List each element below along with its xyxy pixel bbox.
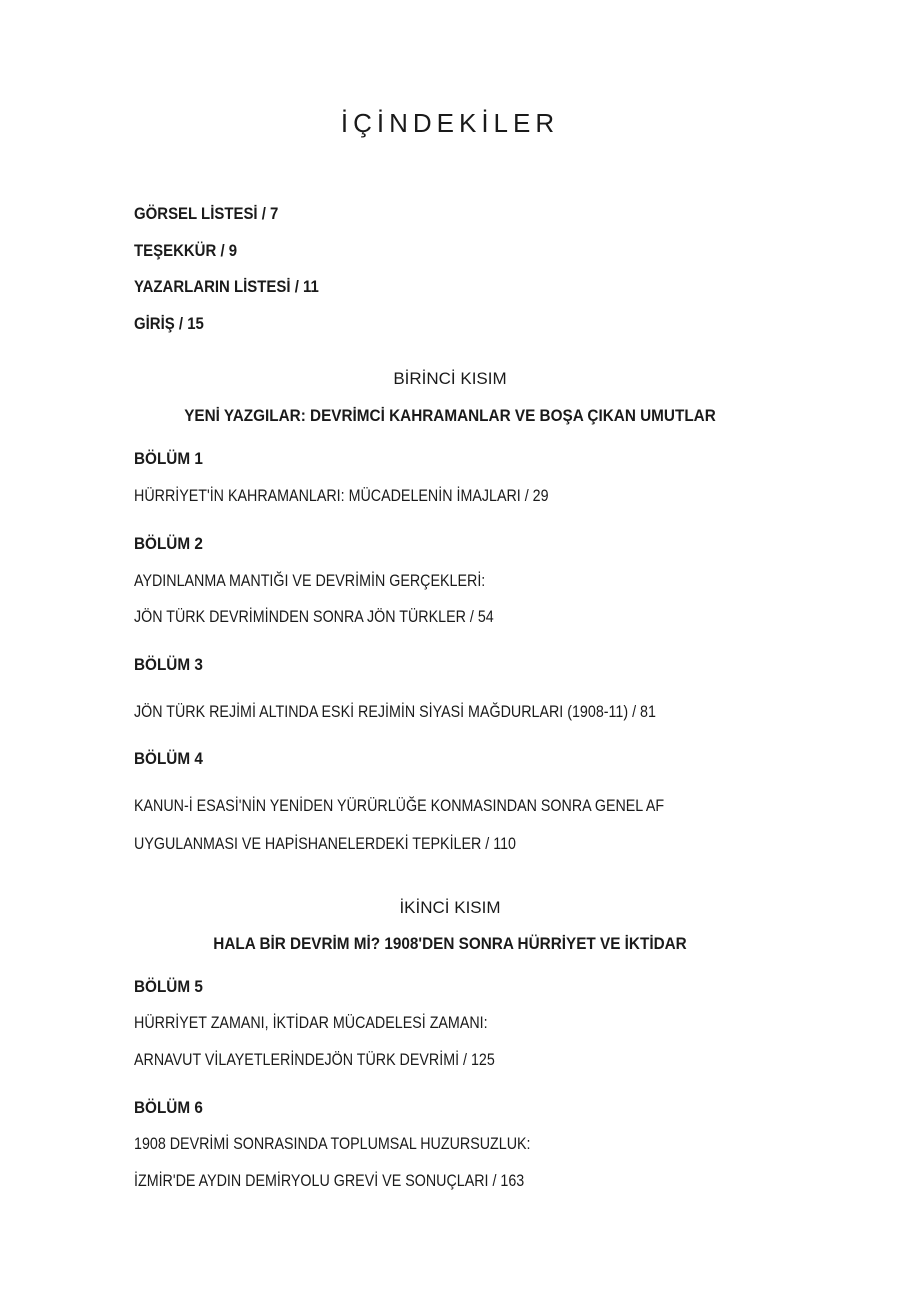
front-matter-item[interactable]: YAZARLARIN LİSTESİ / 11 bbox=[134, 277, 319, 296]
page-title: İÇİNDEKİLER bbox=[340, 108, 560, 138]
front-matter-item[interactable]: GÖRSEL LİSTESİ / 7 bbox=[134, 204, 279, 223]
front-matter-list bbox=[134, 200, 344, 346]
chapter-1-title-line[interactable]: HÜRRİYET'İN KAHRAMANLARI: MÜCADELENİN İMAJLARI / 29 bbox=[134, 486, 549, 505]
chapter-4-label: BÖLÜM 4 bbox=[134, 749, 203, 768]
chapter-6-title-line[interactable]: 1908 DEVRİMİ SONRASINDA TOPLUMSAL HUZURSUZLUK: bbox=[134, 1134, 531, 1153]
chapter-3-label: BÖLÜM 3 bbox=[134, 655, 203, 674]
chapter-6-title-line[interactable]: İZMİR'DE AYDIN DEMİRYOLU GREVİ VE SONUÇLARI / 163 bbox=[134, 1171, 525, 1190]
chapter-5-title-line[interactable]: ARNAVUT VİLAYETLERİNDEJÖN TÜRK DEVRİMİ / 125 bbox=[134, 1050, 495, 1069]
part-1-title: YENİ YAZGILAR: DEVRİMCİ KAHRAMANLAR VE BOŞA ÇIKAN UMUTLAR bbox=[184, 406, 716, 425]
chapter-6-label: BÖLÜM 6 bbox=[134, 1098, 203, 1117]
part-2-label: İKİNCİ KISIM bbox=[399, 898, 501, 917]
part-2-title: HALA BİR DEVRİM Mİ? 1908'DEN SONRA HÜRRİYET VE İKTİDAR bbox=[213, 934, 687, 953]
chapter-5-label: BÖLÜM 5 bbox=[134, 977, 203, 996]
chapter-4-title-line[interactable]: UYGULANMASI VE HAPİSHANELERDEKİ TEPKİLER / 110 bbox=[134, 834, 516, 853]
chapter-2-title-line[interactable]: AYDINLANMA MANTIĞI VE DEVRİMİN GERÇEKLERİ: bbox=[134, 571, 486, 590]
chapter-4-title-line[interactable]: KANUN-İ ESASİ'NİN YENİDEN YÜRÜRLÜĞE KONMASINDAN SONRA GENEL AF bbox=[134, 796, 665, 815]
chapter-2-label: BÖLÜM 2 bbox=[134, 534, 203, 553]
chapter-5-title-line[interactable]: HÜRRİYET ZAMANI, İKTİDAR MÜCADELESİ ZAMANI: bbox=[134, 1013, 488, 1032]
chapter-3-title-line[interactable]: JÖN TÜRK REJİMİ ALTINDA ESKİ REJİMİN SİYASİ MAĞDURLARI (1908-11) / 81 bbox=[134, 702, 656, 721]
chapter-1-label: BÖLÜM 1 bbox=[134, 449, 203, 468]
part-1-label: BİRİNCİ KISIM bbox=[393, 369, 507, 388]
front-matter-item[interactable]: GİRİŞ / 15 bbox=[134, 313, 204, 333]
front-matter-item[interactable]: TEŞEKKÜR / 9 bbox=[134, 240, 238, 260]
chapter-2-title-line[interactable]: JÖN TÜRK DEVRİMİNDEN SONRA JÖN TÜRKLER / 54 bbox=[134, 607, 494, 626]
